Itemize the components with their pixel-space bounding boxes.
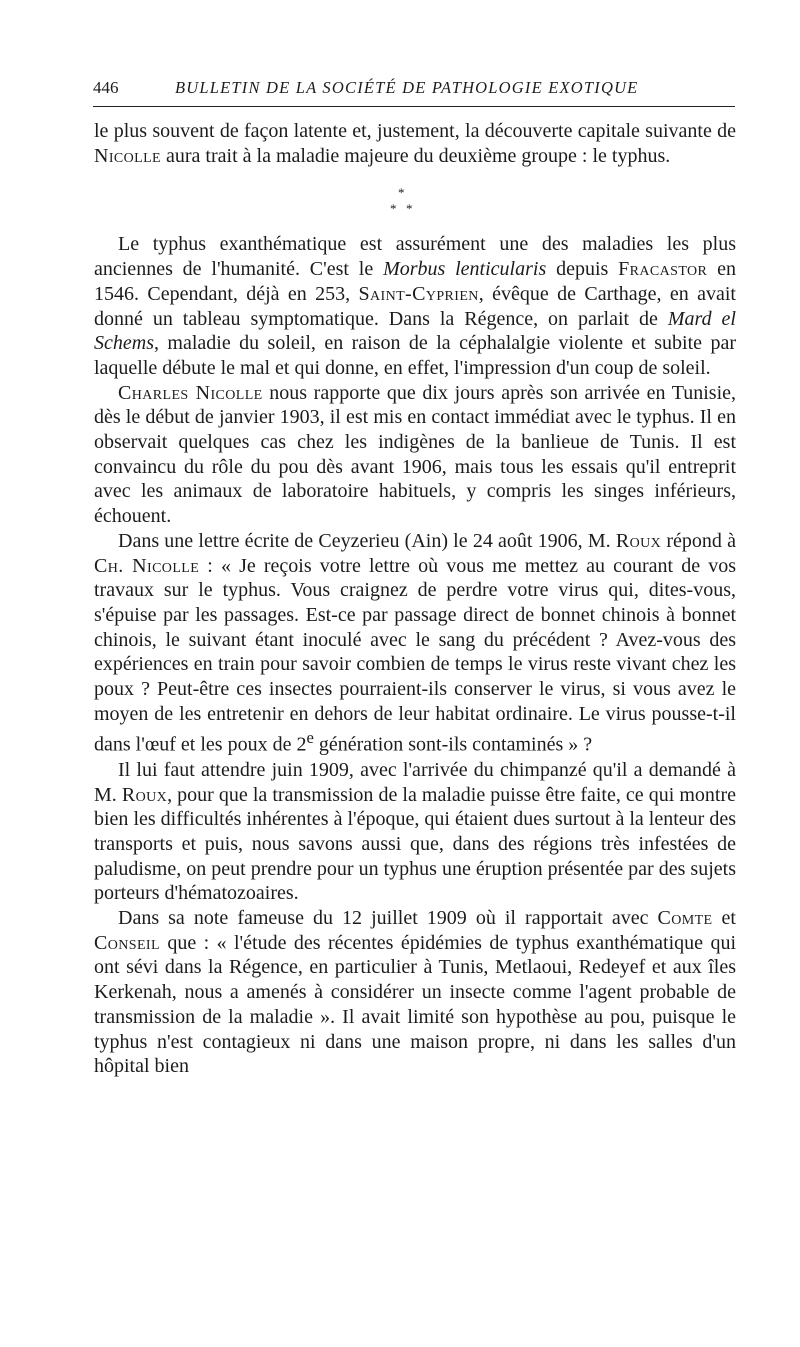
arabic-term: Mard el Schems <box>94 307 736 355</box>
paragraph-2 <box>94 232 736 380</box>
author-name: Conseil <box>94 931 160 954</box>
paragraph-6 <box>94 906 736 1079</box>
paragraph-text: : « Je reçois votre lettre où vous me mettez au courant de vos travaux sur le typhus. Vous craignez de perdre votre virus qui, dites-vous, s'épuise par les passages. Est-ce par passage direct de bonnet chinois à bonnet chinois, le suivant étant inoculé avec le sang du précédent ? Avez-vous des expériences en train pour savoir combien de temps le virus reste vivant chez les poux ? Peut-être ces insectes pourraient-ils conserver le virus, si vous avez le moyen de les entretenir en dehors de leur habitat ordinaire. Le virus pousse-t-il dans l'œuf et les poux de 2 <box>94 554 736 757</box>
paragraph-text: Le typhus exanthématique est assurément une des maladies les plus anciennes de l'humanité. C'est le <box>94 233 736 281</box>
section-separator <box>94 168 736 232</box>
author-name: Charles Nicolle <box>118 381 263 404</box>
paragraph-text: et <box>712 907 736 930</box>
page-number: 446 <box>93 78 119 97</box>
paragraph-text: , maladie du soleil, en raison de la céphalalgie violente et subite par laquelle débute le mal et qui donne, en effet, l'impression d'un coup de soleil. <box>94 332 736 379</box>
asterisk-icon: * <box>406 201 413 217</box>
author-name: Nicolle <box>94 144 162 167</box>
author-name: Roux <box>121 783 168 806</box>
paragraph-4 <box>94 529 736 758</box>
paragraph-text: génération sont-ils contaminés » ? <box>313 734 593 757</box>
paragraph-text: Dans une lettre écrite de Ceyzerieu (Ain) le 24 août 1906, M. <box>118 529 616 552</box>
paragraph-text: , évêque de Carthage, en avait donné un tableau symptomatique. Dans la Régence, on parlait de <box>94 282 736 330</box>
asterisk-icon: * <box>398 185 405 201</box>
running-header <box>93 72 735 107</box>
paragraph-text: en 1546. Cependant, déjà en 253, <box>94 258 736 305</box>
article-body <box>94 119 736 1079</box>
superscript: e <box>306 728 314 748</box>
journal-title: BULLETIN DE LA SOCIÉTÉ DE PATHOLOGIE EXOTIQUE <box>175 78 639 97</box>
paragraph-text: que : « l'étude des récentes épidémies de typhus exanthématique qui ont sévi dans la Régence, en particulier à Tunis, Metlaoui, Redeyef et aux îles Kerkenah, nous a amenés à considérer un insecte comme l'agent probable de transmission de la maladie ». Il avait limité son hypothèse au pou, puisque le typhus n'est contagieux ni dans une maison propre, ni dans les salles d'un hôpital bien <box>94 931 736 1078</box>
paragraph-text: Dans sa note fameuse du 12 juillet 1909 où il rapportait avec <box>118 907 658 930</box>
author-name: Fracastor <box>618 258 708 281</box>
paragraph-text: répond à <box>661 529 736 552</box>
asterisk-icon: * <box>390 201 397 217</box>
paragraph-1 <box>94 119 736 168</box>
paragraph-text: le plus souvent de façon latente et, justement, la découverte capitale suivante de <box>94 120 736 142</box>
paragraph-text: aura trait à la maladie majeure du deuxième groupe : le typhus. <box>161 144 671 167</box>
paragraph-5 <box>94 758 736 906</box>
paragraph-3 <box>94 381 736 529</box>
latin-term: Morbus lenticularis <box>383 258 547 281</box>
paragraph-text: , pour que la transmission de la maladie puisse être faite, ce qui montre bien les difficultés inhérentes à l'époque, qui étaient dues surtout à la lenteur des transports et puis, nous savons aussi que, dans des régions très infestées de paludisme, on peut prendre pour un typhus une éruption présentée par des sujets porteurs d'hématozoaires. <box>94 783 736 905</box>
author-name: Saint-Cyprien <box>358 282 479 305</box>
paragraph-text: depuis <box>546 258 619 281</box>
paragraph-text: Il lui faut attendre juin 1909, avec l'arrivée du chimpanzé qu'il a demandé à M. <box>94 758 736 806</box>
paragraph-text: nous rapporte que dix jours après son arrivée en Tunisie, dès le début de janvier 1903, il est mis en contact immédiat avec le typhus. Il en observait quelques cas chez les indigènes de la banlieue de Tunis. Il est convaincu du rôle du pou dès avant 1906, mais tous les essais qu'il entreprit avec les animaux de laboratoire habituels, y compris les singes inférieurs, échouent. <box>94 381 736 528</box>
author-name: Ch. Nicolle <box>94 554 200 577</box>
author-name: Comte <box>657 907 713 930</box>
author-name: Roux <box>615 529 662 552</box>
